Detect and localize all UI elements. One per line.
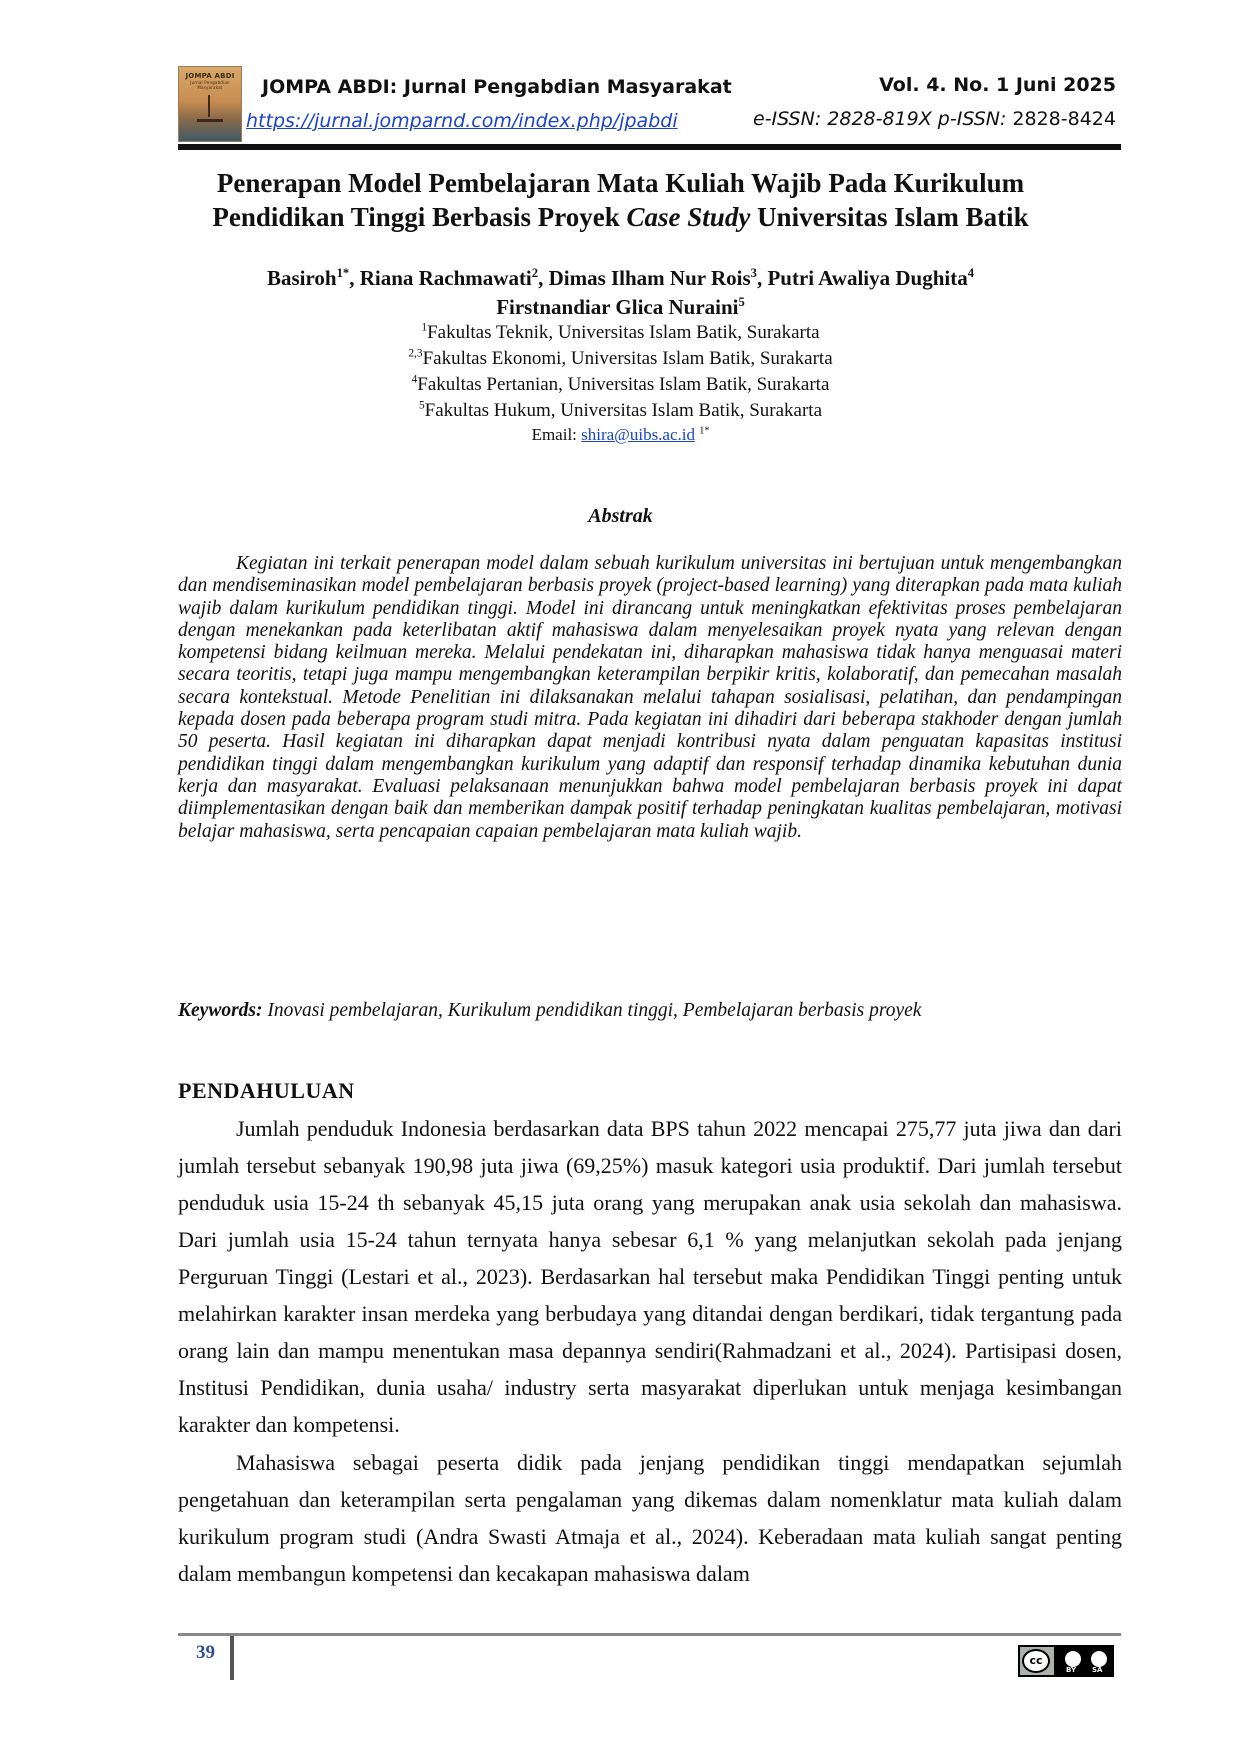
issn-print: 2828-8424 — [1012, 108, 1116, 130]
affiliation-sup: 5 — [418, 399, 425, 412]
title-line-2-part-b: Universitas Islam Batik — [750, 202, 1029, 232]
author-sup: 2 — [531, 266, 539, 280]
body-paragraph: Mahasiswa sebagai peserta didik pada jenjang pendidikan tinggi mendapatkan sejumlah pengetahuan dan keterampilan serta pengalaman yang dikemas dalam nomenklatur mata kuliah dalam kurikulum program studi (Andra Swasti Atmaja et al., 2024). Keberadaan mata kuliah sangat penting dalam membangun kompetensi dan kecakapan mahasiswa dalam — [178, 1450, 1122, 1586]
affiliation — [120, 372, 1121, 398]
affiliation-text: Fakultas Ekonomi, Universitas Islam Batik, Surakarta — [422, 348, 833, 369]
authors-line-1: Basiroh$^{1*}$, Riana Rachmawati$^2$, Dimas Ilham Nur Rois$^3$, Putri Awaliya Dughita$^4$ — [266, 266, 975, 290]
cc-icon: cc — [1022, 1649, 1050, 1673]
author-sup: 1* — [336, 266, 350, 280]
abstract-heading: Abstrak — [588, 505, 653, 527]
author-sup: 4 — [967, 266, 975, 280]
journal-name: JOMPA ABDI: Jurnal Pengabdian Masyarakat — [262, 76, 732, 98]
footer-rule — [178, 1633, 1121, 1636]
author-name: Firstnandiar Glica Nuraini — [496, 295, 739, 319]
email-sup: 1* — [699, 425, 710, 437]
author-list — [120, 264, 1121, 322]
email-link[interactable]: shira@uibs.ac.id — [581, 425, 695, 444]
author-sup: 3 — [750, 266, 757, 280]
affiliation-sup: 2,3 — [408, 347, 423, 360]
affiliation-text: Fakultas Hukum, Universitas Islam Batik, Surakarta — [424, 400, 823, 421]
affiliation-sup: 1 — [421, 321, 428, 334]
author-name: Putri Awaliya Dughita — [767, 266, 968, 290]
email-line — [120, 424, 1121, 446]
affiliation — [120, 346, 1121, 372]
affiliation — [120, 320, 1121, 346]
abstract-text: Kegiatan ini terkait penerapan model dalam sebuah kurikulum universitas ini bertujuan untuk mengembangkan dan mendiseminasikan model pembelajaran berbasis proyek (project-based learning) yang diterapkan pada mata kuliah wajib dalam kurikulum pendidikan tinggi. Model ini dirancang untuk meningkatkan efektivitas proses pembelajaran dengan menekankan pada keterlibatan aktif mahasiswa dalam menyelesaikan proyek nyata yang relevan dengan kompetensi bidang keilmuan mereka. Melalui pendekatan ini, diharapkan mahasiswa tidak hanya menguasai materi secara teoritis, tetapi juga mampu mengembangkan keterampilan berpikir kritis, kolaboratif, dan pemecahan masalah secara kontekstual. Metode Penelitian ini dilaksanakan melalui tahapan sosialisasi, pelatihan, dan pendampingan kepada dosen pada beberapa program studi mitra. Pada kegiatan ini dihadiri dari beberapa stakhoder dengan jumlah 50 peserta. Hasil kegiatan ini diharapkan dapat menjadi kontribusi nyata dalam penguatan kapasitas institusi pendidikan tinggi dalam mengembangkan kurikulum yang adaptif dan responsif terhadap dinamika kebutuhan dunia kerja dan masyarakat. Evaluasi pelaksanaan menunjukkan bahwa model pembelajaran berbasis proyek ini dapat diimplementasikan dengan baik dan memberikan dampak positif terhadap peningkatan kualitas pembelajaran, motivasi belajar mahasiswa, serta pencapaian capaian pembelajaran mata kuliah wajib. — [178, 553, 1122, 842]
author-name: Riana Rachmawati — [359, 266, 532, 290]
header-rule — [178, 144, 1121, 150]
email-label: Email: — [531, 425, 582, 444]
footer-divider — [230, 1636, 234, 1680]
title-line-1: Penerapan Model Pembelajaran Mata Kuliah Wajib Pada Kurikulum — [216, 168, 1025, 198]
article-title — [150, 166, 1091, 234]
license-sa-label: SA — [1092, 1666, 1103, 1674]
boat-illustration — [197, 105, 223, 122]
keywords-text: Inovasi pembelajaran, Kurikulum pendidikan tinggi, Pembelajaran berbasis proyek — [262, 1000, 922, 1021]
journal-logo — [178, 66, 242, 142]
affiliation — [120, 398, 1121, 424]
title-line-2-part-a: Pendidikan Tinggi Berbasis Proyek — [212, 202, 627, 232]
license-by-label: BY — [1066, 1666, 1077, 1674]
author-sup: 5 — [738, 295, 745, 309]
issn-prefix: e-ISSN: 2828-819X p-ISSN: — [753, 108, 1007, 130]
keywords — [178, 1000, 1122, 1022]
author-name: Dimas Ilham Nur Rois — [548, 266, 751, 290]
title-line-2 — [150, 200, 1091, 234]
section-heading: PENDAHULUAN — [178, 1078, 355, 1103]
journal-url-link[interactable]: https://jurnal.jomparnd.com/index.php/jpabdi — [246, 110, 678, 132]
affiliation-text: Fakultas Teknik, Universitas Islam Batik, Surakarta — [427, 322, 820, 343]
author-name: Basiroh — [266, 266, 337, 290]
authors-line-2 — [120, 293, 1121, 322]
logo-text: JOMPA ABDI — [185, 72, 235, 80]
cc-license-badge — [1018, 1645, 1114, 1677]
affiliation-text: Fakultas Pertanian, Universitas Islam Batik, Surakarta — [417, 374, 830, 395]
keywords-label: Keywords: — [178, 1000, 263, 1021]
section-body — [178, 1110, 1122, 1593]
affiliation-sup: 4 — [411, 373, 418, 386]
title-line-2-italic: Case Study — [626, 202, 751, 232]
body-paragraph: Jumlah penduduk Indonesia berdasarkan data BPS tahun 2022 mencapai 275,77 juta jiwa dan dari jumlah tersebut sebanyak 190,98 juta jiwa (69,25%) masuk kategori usia produktif. Dari jumlah tersebut penduduk usia 15-24 th sebanyak 45,15 juta orang yang merupakan anak usia sekolah dan mahasiswa. Dari jumlah usia 15-24 tahun ternyata hanya sebesar 6,1 % yang melanjutkan sekolah pada jenjang Perguruan Tinggi (Lestari et al., 2023). Berdasarkan hal tersebut maka Pendidikan Tinggi penting untuk melahirkan karakter insan merdeka yang berbudaya yang ditandai dengan berdikari, tidak tergantung pada orang lain dan mampu menentukan masa depannya sendiri(Rahmadzani et al., 2024). Partisipasi dosen, Institusi Pendidikan, dunia usaha/ industry serta masyarakat diperlukan untuk menjaga kesimbangan karakter dan kompetensi. — [178, 1116, 1122, 1437]
page-number: 39 — [196, 1642, 215, 1663]
affiliations — [120, 320, 1121, 446]
volume-info: Vol. 4. No. 1 Juni 2025 — [879, 74, 1116, 96]
logo-subtext: Jurnal Pengabdian Masyarakat — [190, 80, 230, 90]
issn-info — [753, 108, 1116, 130]
